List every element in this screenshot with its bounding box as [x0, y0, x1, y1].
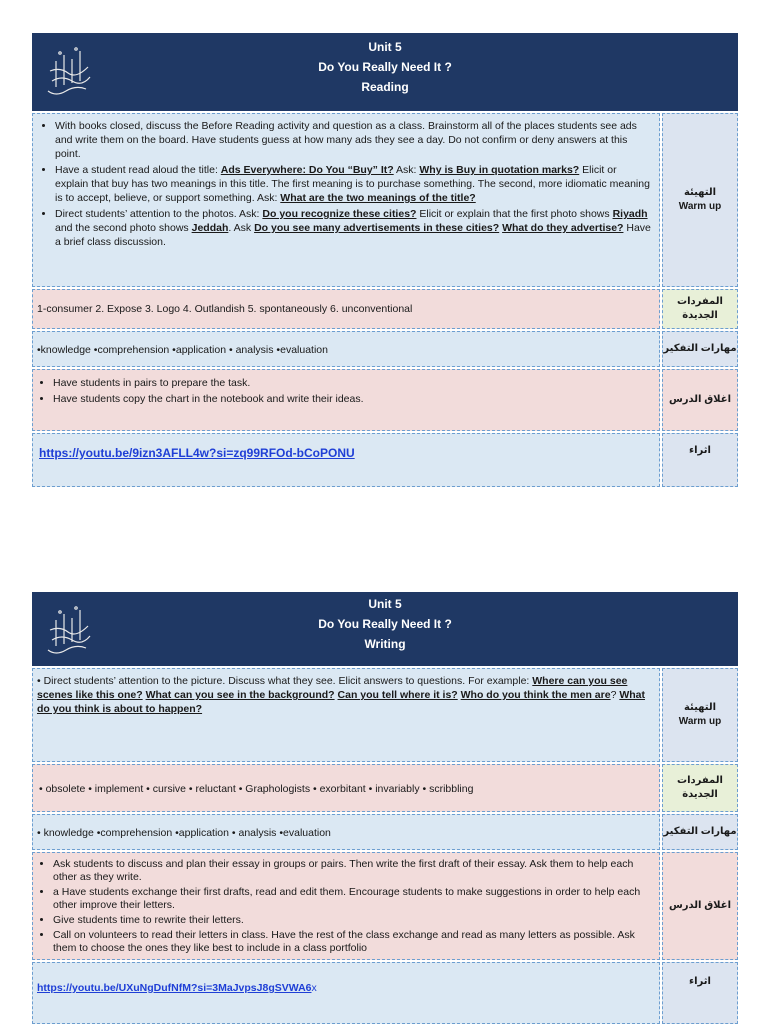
lesson-title: Do You Really Need It ? [318, 60, 452, 74]
enrichment-content: https://youtu.be/UXuNgDufNfM?si=3MaJvpsJ8gSVWA6x [32, 962, 660, 1024]
reading-lesson-plan [32, 33, 738, 487]
vocab-label: المفردات الجديدة [662, 764, 738, 812]
vocab-content: 1-consumer 2. Expose 3. Logo 4. Outlandish 5. spontaneously 6. unconventional [32, 289, 660, 329]
warmup-bullet: • Direct students’ attention to the picture. Discuss what they see. Elicit answers to questions. For example: Where can you see scenes like this one? What can you see in the background? Can you tell where it is? Who do you think the men are? What do you think is about to happen? [37, 675, 646, 715]
unit-title: Unit 5 [368, 597, 402, 611]
skills-label: مهارات التفكير [662, 331, 738, 367]
lesson-title: Do You Really Need It ? [318, 617, 452, 631]
skills-content: •knowledge •comprehension •application • analysis •evaluation [32, 331, 660, 367]
video-link[interactable]: https://youtu.be/UXuNgDufNfM?si=3MaJvpsJ8gSVWA6 [37, 982, 312, 994]
warmup-row [32, 668, 738, 762]
enrichment-row [32, 962, 738, 1024]
closing-label: اغلاق الدرس [662, 852, 738, 960]
enrichment-content [32, 433, 660, 487]
video-link[interactable]: https://youtu.be/9izn3AFLL4w?si=zq99RFOd-bCoPONU [39, 446, 355, 460]
closing-row [32, 369, 738, 431]
skill-title: Writing [364, 637, 406, 651]
skills-content: • knowledge •comprehension •application • analysis •evaluation [32, 814, 660, 850]
closing-bullet-3: • Give students time to rewrite their letters. [53, 914, 653, 927]
warmup-content [32, 668, 660, 762]
writing-header [32, 592, 738, 666]
warmup-row [32, 113, 738, 287]
closing-bullet-2: • Have students copy the chart in the notebook and write their ideas. [53, 392, 653, 406]
vocab-content: • obsolete • implement • cursive • reluctant • Graphologists • exorbitant • invariably • scribbling [32, 764, 660, 812]
warmup-bullet-3: • Direct students’ attention to the photos. Ask: Do you recognize these cities? Elicit or explain that the first photo shows Riyadh and the second photo shows Jeddah. Ask Do you see many advertisements in these cities? What do they advertise? Have a brief class discussion. [55, 207, 651, 249]
warmup-bullet-1: • With books closed, discuss the Before Reading activity and question as a class. Brainstorm all of the places students see ads and write them on the board. Have students guess at how many ads they see a day. Do not confirm or deny answers at this point. [55, 119, 651, 161]
enrichment-label: اثراء [662, 433, 738, 487]
vocab-label: المفردات الجديدة [662, 289, 738, 329]
vocab-row [32, 289, 738, 329]
reading-header [32, 33, 738, 111]
skill-title: Reading [361, 80, 409, 94]
closing-bullet-2: • a Have students exchange their first drafts, read and edit them. Encourage students to make suggestions in order to help each other improve their letters. [53, 886, 653, 912]
unit-title: Unit 5 [368, 40, 402, 54]
closing-content [32, 852, 660, 960]
vocab-row [32, 764, 738, 812]
warmup-bullet-2: • Have a student read aloud the title: Ads Everywhere: Do You “Buy” It? Ask: Why is Buy in quotation marks? Elicit or explain that buy has two meanings in this title. The first meaning is to purchase something. The second, more idiomatic meaning is to accept, believe, or support something. Ask: What are the two meanings of the title? [55, 163, 651, 205]
closing-bullet-1: • Ask students to discuss and plan their essay in groups or pairs. Then write the first draft of their essay. Ask them to help each other as they write. [53, 858, 653, 884]
calligraphy-logo-icon [42, 600, 94, 662]
warmup-label: التهيئة Warm up [662, 113, 738, 287]
skills-row [32, 814, 738, 850]
warmup-label: التهيئة Warm up [662, 668, 738, 762]
closing-row [32, 852, 738, 960]
warmup-content [32, 113, 660, 287]
closing-content [32, 369, 660, 431]
closing-bullet-4: • Call on volunteers to read their letters in class. Have the rest of the class exchange and read as many letters as possible. Ask them to choose the ones they like best to include in a class portfolio [53, 929, 653, 955]
closing-bullet-1: • Have students in pairs to prepare the task. [53, 376, 653, 390]
enrichment-label: اثراء [662, 962, 738, 1024]
writing-lesson-plan [32, 592, 738, 1024]
skills-label: مهارات التفكير [662, 814, 738, 850]
calligraphy-logo-icon [42, 41, 94, 103]
enrichment-row [32, 433, 738, 487]
skills-row [32, 331, 738, 367]
closing-label: اغلاق الدرس [662, 369, 738, 431]
